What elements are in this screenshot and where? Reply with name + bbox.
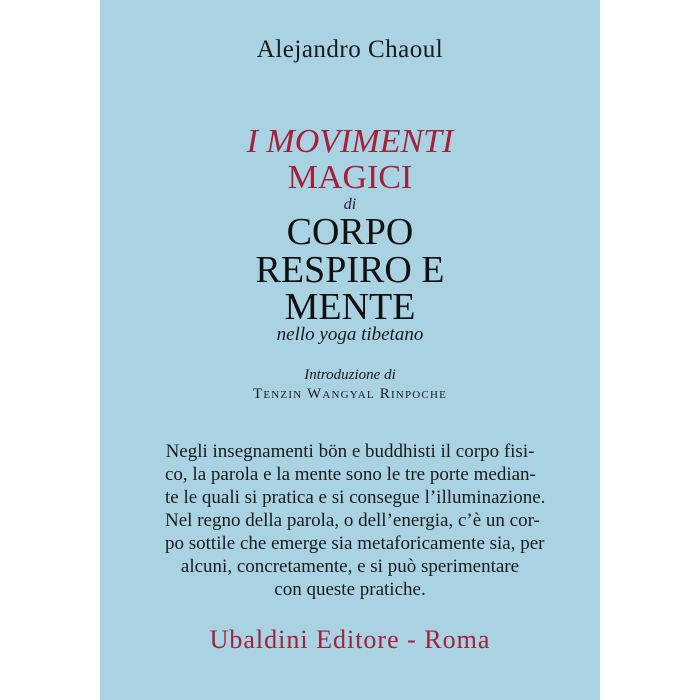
blurb-line: Nel regno della parola, o dell’energia, c’è un cor-	[165, 510, 540, 531]
introduction-author: Tenzin Wangyal Rinpoche	[252, 386, 448, 402]
introduction-label: Introduzione di	[304, 367, 396, 383]
subtitle: nello yoga tibetano	[276, 324, 424, 345]
blurb-line: co, la parola e la mente sono le tre porte median-	[165, 464, 536, 485]
blurb-line: po sottile che emerge sia metaforicamente sia, per	[165, 533, 545, 554]
blurb-text	[165, 440, 546, 601]
title-line-3: CORPO	[286, 211, 414, 253]
blurb-line: te le quali si pratica e si consegue l’illuminazione.	[165, 487, 546, 508]
author-name: Alejandro Chaoul	[256, 36, 444, 63]
title-line-5: MENTE	[284, 286, 416, 328]
blurb-line: con queste pratiche.	[274, 579, 426, 600]
blurb-line: Negli insegnamenti bön e buddhisti il corpo fisi-	[165, 441, 535, 462]
book-cover	[100, 0, 600, 700]
title-connector: di	[343, 196, 357, 213]
publisher-name: Ubaldini Editore - Roma	[209, 625, 491, 654]
title-line-2: MAGICI	[287, 159, 413, 196]
title-line-4: RESPIRO E	[255, 249, 445, 291]
blurb-line: alcuni, concretamente, e si può sperimentare	[180, 556, 520, 577]
title-line-1: I MOVIMENTI	[246, 123, 454, 160]
